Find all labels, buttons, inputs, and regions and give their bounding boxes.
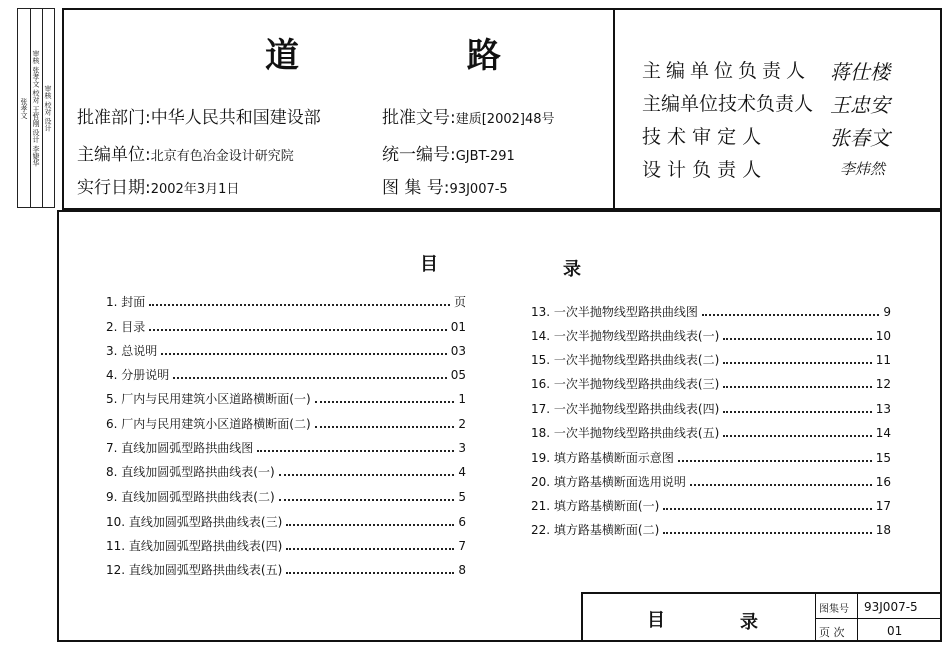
effective-date-value: 2002年3月1日 [150,182,240,197]
toc-item[interactable]: 14. 一次半抛物线型路拱曲线表(一) 10 [531,329,891,343]
toc-item[interactable]: 15. 一次半抛物线型路拱曲线表(二) 11 [531,353,891,367]
sign-role-2: 主编单位技术负责人 [642,93,814,115]
margin-strip [17,8,55,208]
toc-item[interactable]: 18. 一次半抛物线型路拱曲线表(五) 14 [531,426,891,440]
sign-name-4: 李炜然 [840,160,886,178]
toc-item[interactable]: 12. 直线加圆弧型路拱曲线表(五) 8 [106,563,466,577]
title-block-divider [815,592,816,642]
title-block-vdiv [857,592,858,642]
margin-col-2: 审核 张孝文 校对 王哲刚 设计 李婕华 [30,9,43,207]
toc-item[interactable]: 13. 一次半抛物线型路拱曲线图 9 [531,305,891,319]
toc-item[interactable]: 20. 填方路基横断面选用说明 16 [531,475,891,489]
sign-role-4: 设 计 负 责 人 [642,159,762,181]
approval-dept-label: 批准部门: [77,108,151,128]
editor-unit-value: 北京有色冶金设计研究院 [150,149,294,164]
unified-no-value: GJBT-291 [455,149,515,164]
toc-item[interactable]: 6. 厂内与民用建筑小区道路横断面(二) 2 [106,417,466,431]
margin-col-3: 审核 校对 设计 [44,84,52,132]
sign-name-2: 王忠安 [830,93,890,117]
editor-unit-label: 主编单位: [77,145,151,165]
effective-date [77,173,239,198]
unified-no [382,140,515,165]
toc-item[interactable]: 7. 直线加圆弧型路拱曲线图 3 [106,441,466,455]
toc-item[interactable]: 19. 填方路基横断面示意图 15 [531,451,891,465]
title-block-page-value: 01 [887,624,903,638]
title-block-mid [815,618,942,619]
sign-role-1: 主编单位负责人 [642,60,811,82]
toc-heading-left: 目 [420,254,438,275]
toc-item[interactable]: 5. 厂内与民用建筑小区道路横断面(一) 1 [106,392,466,406]
sign-name-3: 张春文 [830,126,890,150]
page-title: 道 路 [265,36,579,76]
toc-item[interactable]: 1. 封面 页 [106,295,466,309]
toc-item[interactable]: 11. 直线加圆弧型路拱曲线表(四) 7 [106,539,466,553]
title-block-name-right: 录 [740,612,758,633]
title-block-name-left: 目 [647,610,665,631]
approval-no [382,103,555,128]
unified-no-label: 统一编号: [382,145,456,165]
approval-no-label: 批准文号: [382,108,456,128]
title-block-atlas-label: 图集号 [819,604,849,615]
atlas-no [382,173,508,198]
toc-item[interactable]: 3. 总说明 03 [106,344,466,358]
toc-item[interactable]: 10. 直线加圆弧型路拱曲线表(三) 6 [106,515,466,529]
approval-dept [77,103,321,128]
toc-item[interactable]: 9. 直线加圆弧型路拱曲线表(二) 5 [106,490,466,504]
effective-date-label: 实行日期: [77,178,151,198]
cover-divider [613,8,615,210]
toc-item[interactable]: 16. 一次半抛物线型路拱曲线表(三) 12 [531,377,891,391]
toc-item[interactable]: 8. 直线加圆弧型路拱曲线表(一) 4 [106,465,466,479]
toc-item[interactable]: 21. 填方路基横断面(一) 17 [531,499,891,513]
toc-heading-right: 录 [563,259,581,280]
editor-unit [77,140,294,165]
approval-no-value: 建质[2002]48号 [455,112,555,127]
toc-item[interactable]: 17. 一次半抛物线型路拱曲线表(四) 13 [531,402,891,416]
toc-item[interactable]: 22. 填方路基横断面(二) 18 [531,523,891,537]
toc-item[interactable]: 4. 分册说明 05 [106,368,466,382]
approval-dept-value: 中华人民共和国建设部 [150,108,321,128]
atlas-no-label: 图 集 号: [382,178,450,198]
title-block-atlas-value: 93J007-5 [864,600,918,614]
toc-item[interactable]: 2. 目录 01 [106,320,466,334]
sign-role-3: 技 术 审 定 人 [642,126,762,148]
margin-col-1: 张孝文 [18,9,31,207]
atlas-no-value: 93J007-5 [449,182,508,197]
title-block-page-label: 页 次 [819,626,845,639]
sign-name-1: 蒋仕楼 [830,60,890,84]
